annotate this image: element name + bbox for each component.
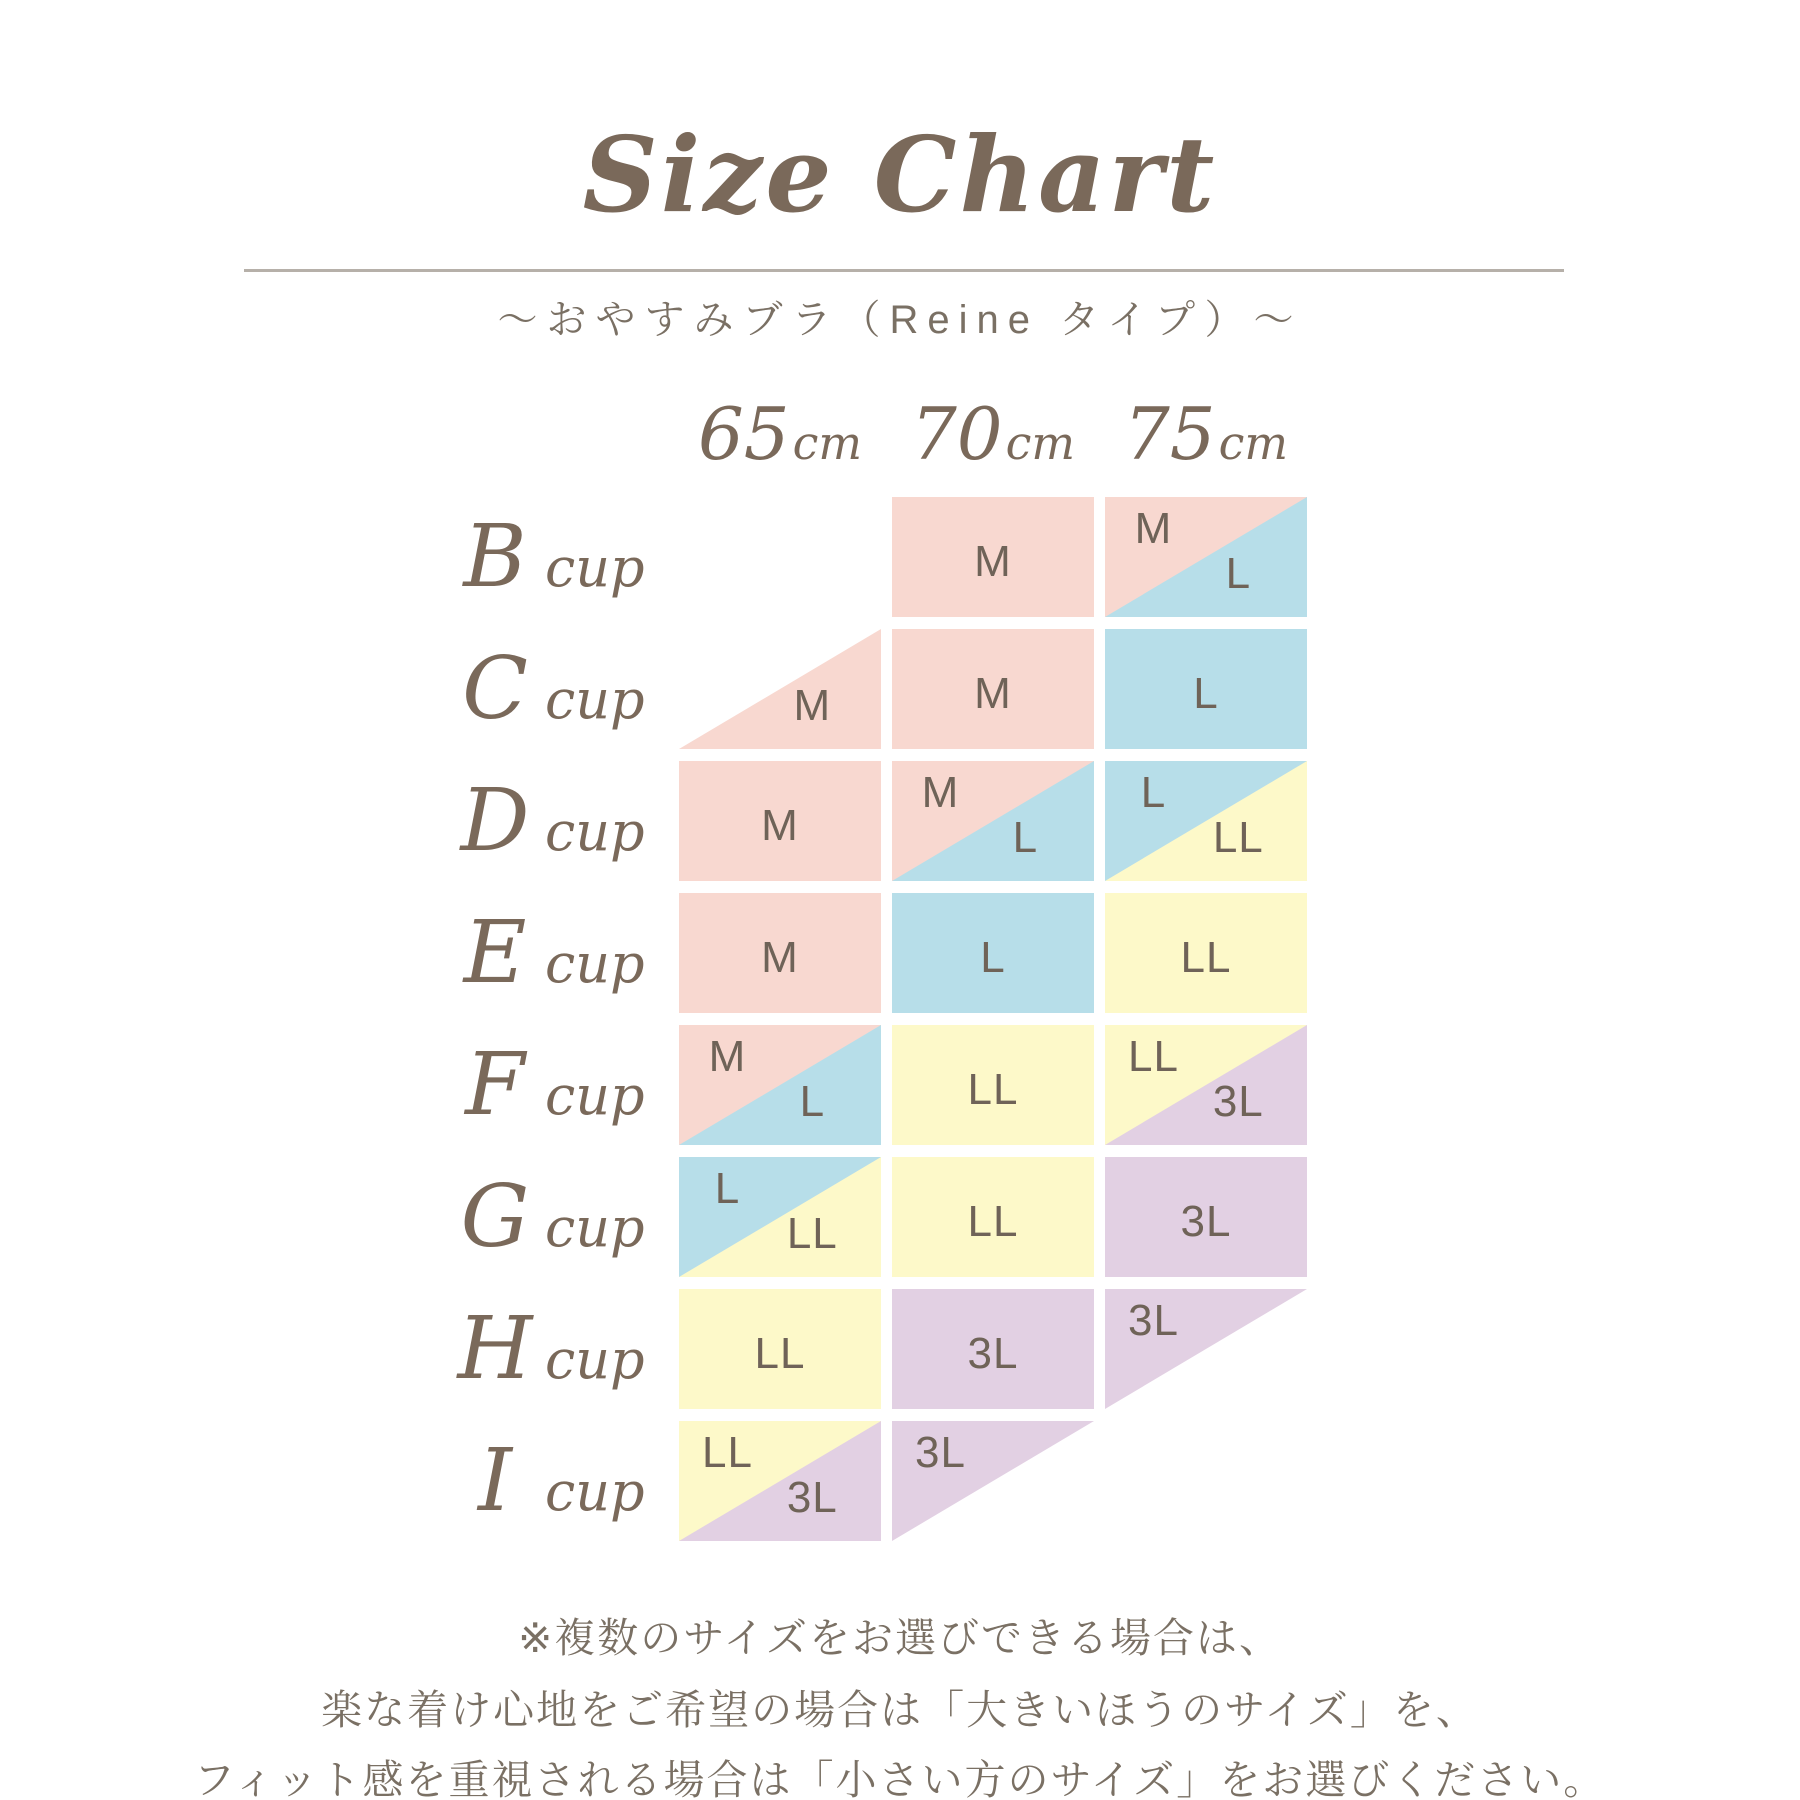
size-label: 3L [914, 1428, 966, 1478]
page-title: Size Chart [582, 113, 1218, 236]
text-fragment: cup [545, 1328, 645, 1391]
size-label: LL [786, 1208, 838, 1258]
title-divider [244, 269, 1564, 272]
row-label-D-cup [445, 761, 705, 881]
text-fragment: I [478, 1431, 512, 1531]
size-cell-G-65cm [679, 1157, 881, 1277]
cell-diagonal-triangle [679, 629, 881, 749]
row-label-H-cup [445, 1289, 705, 1409]
size-cell-C-75cm [1105, 629, 1307, 749]
footer-line-1: ※複数のサイズをお選びできる場合は、 [517, 1615, 1283, 1661]
size-cell-H-70cm [892, 1289, 1094, 1409]
size-label: L [1193, 668, 1219, 718]
text-fragment: cup [545, 1064, 645, 1127]
cell-diagonal-triangle [679, 1157, 881, 1277]
size-label: L [714, 1164, 741, 1214]
size-cell-E-70cm [892, 893, 1094, 1013]
size-label: LL [701, 1428, 753, 1478]
size-label: 3L [1180, 1196, 1232, 1246]
size-label: L [1140, 768, 1167, 818]
size-cell-H-65cm [679, 1289, 881, 1409]
size-cell-E-75cm [1105, 893, 1307, 1013]
text-fragment: cup [545, 1196, 645, 1259]
size-label: 3L [1127, 1296, 1179, 1346]
size-cell-D-70cm [892, 761, 1094, 881]
size-label: M [793, 680, 832, 730]
text-fragment: cup [545, 800, 645, 863]
size-label: M [708, 1032, 747, 1082]
footer-line-2: 楽な着け心地をご希望の場合は「大きいほうのサイズ」を、 [321, 1687, 1479, 1733]
size-label: M [761, 932, 799, 982]
size-label: 3L [1212, 1076, 1264, 1126]
size-cell-G-75cm [1105, 1157, 1307, 1277]
size-cell-F-65cm [679, 1025, 881, 1145]
text-fragment: cup [545, 932, 645, 995]
size-label: LL [1127, 1032, 1179, 1082]
size-cell-D-75cm [1105, 761, 1307, 881]
text-fragment: E [463, 903, 527, 1003]
size-cell-C-65cm [679, 629, 881, 749]
text-fragment: cup [545, 536, 645, 599]
size-label: LL [754, 1328, 806, 1378]
size-cell-G-70cm [892, 1157, 1094, 1277]
size-label: L [1225, 548, 1252, 598]
text-fragment: cm [792, 416, 862, 470]
size-label: M [974, 668, 1012, 718]
size-label: L [1012, 812, 1039, 862]
size-label: LL [1180, 932, 1232, 982]
text-fragment: D [460, 771, 530, 871]
text-fragment: cm [1005, 416, 1075, 470]
size-label: M [921, 768, 960, 818]
text-fragment: 70 [910, 392, 1003, 476]
text-fragment: C [462, 639, 528, 739]
text-fragment: 65 [697, 392, 790, 476]
text-fragment: F [465, 1035, 525, 1135]
cell-diagonal-triangle [1105, 761, 1307, 881]
column-header-65cm [679, 392, 881, 476]
size-label: LL [967, 1064, 1019, 1114]
size-cell-I-65cm [679, 1421, 881, 1541]
size-label: LL [1212, 812, 1264, 862]
column-header-75cm [1105, 392, 1307, 476]
row-label-B-cup [445, 497, 705, 617]
size-label: L [980, 932, 1006, 982]
size-label: M [761, 800, 799, 850]
size-cell-B-70cm [892, 497, 1094, 617]
text-fragment: B [463, 507, 527, 607]
text-fragment: cm [1218, 416, 1288, 470]
size-label: M [974, 536, 1012, 586]
size-label: 3L [786, 1472, 838, 1522]
size-cell-F-70cm [892, 1025, 1094, 1145]
size-cell-B-75cm [1105, 497, 1307, 617]
product-subtitle: 〜おやすみブラ（Reine タイプ）〜 [497, 298, 1303, 342]
text-fragment: H [457, 1299, 533, 1399]
size-label: 3L [967, 1328, 1019, 1378]
row-label-F-cup [445, 1025, 705, 1145]
row-label-E-cup [445, 893, 705, 1013]
size-cell-F-75cm [1105, 1025, 1307, 1145]
column-header-70cm [892, 392, 1094, 476]
row-label-C-cup [445, 629, 705, 749]
text-fragment: 75 [1123, 392, 1216, 476]
text-fragment: G [460, 1167, 530, 1267]
size-label: L [799, 1076, 826, 1126]
size-cell-H-75cm [1105, 1289, 1307, 1409]
size-cell-I-70cm [892, 1421, 1094, 1541]
footer-line-3: フィット感を重視される場合は「小さい方のサイズ」をお選びください。 [193, 1757, 1607, 1800]
size-label: LL [967, 1196, 1019, 1246]
size-label: M [1134, 504, 1173, 554]
size-cell-E-65cm [679, 893, 881, 1013]
text-fragment: cup [545, 1460, 645, 1523]
size-cell-C-70cm [892, 629, 1094, 749]
row-label-I-cup [445, 1421, 705, 1541]
text-fragment: cup [545, 668, 645, 731]
size-cell-D-65cm [679, 761, 881, 881]
row-label-G-cup [445, 1157, 705, 1277]
